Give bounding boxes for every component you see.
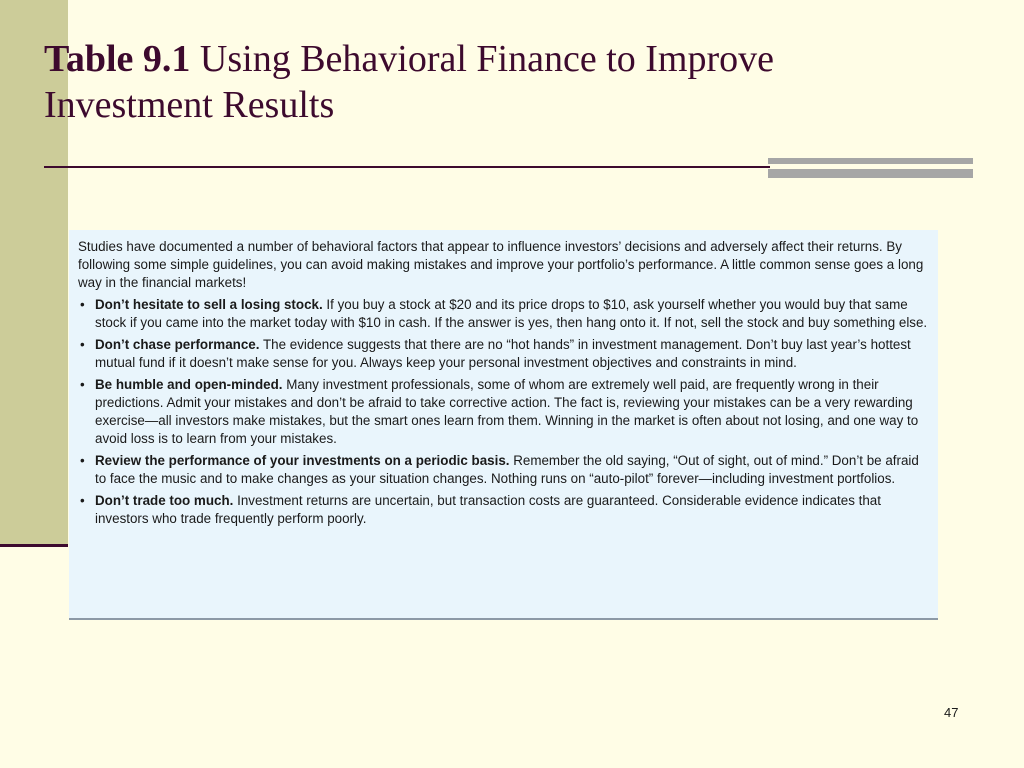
table-content-box — [69, 230, 938, 620]
accent-bar-top — [768, 158, 973, 164]
title-table-number: Table 9.1 — [44, 38, 191, 80]
guideline-item — [78, 296, 928, 332]
guideline-text: Remember the old saying, “Out of sight, out of mind.” Don’t be afraid to face the music and to make changes as your situation changes. Nothing runs on “auto-pilot” forever—including investment portfolios. — [95, 453, 919, 486]
left-accent-rule — [0, 544, 68, 547]
guideline-lead: Don’t hesitate to sell a losing stock. — [95, 297, 323, 312]
bullet-icon: • — [80, 453, 85, 468]
bullet-icon: • — [80, 493, 85, 508]
guideline-text: The evidence suggests that there are no “hot hands” in investment management. Don’t buy last year’s hottest mutual fund if it doesn’t make sense for you. Always keep your personal investment objectives and constraints in mind. — [95, 337, 911, 370]
bullet-icon: • — [80, 297, 85, 312]
guideline-item — [78, 492, 928, 528]
guideline-list — [78, 296, 928, 528]
guideline-item — [78, 376, 928, 448]
guideline-lead: Be humble and open-minded. — [95, 377, 283, 392]
guideline-lead: Don’t chase performance. — [95, 337, 260, 352]
bullet-icon: • — [80, 337, 85, 352]
bullet-icon: • — [80, 377, 85, 392]
guideline-item — [78, 336, 928, 372]
guideline-item — [78, 452, 928, 488]
page-number: 47 — [944, 705, 959, 720]
guideline-lead: Review the performance of your investments on a periodic basis. — [95, 453, 510, 468]
guideline-text: Investment returns are uncertain, but transaction costs are guaranteed. Considerable evidence indicates that investors who trade frequently perform poorly. — [95, 493, 881, 526]
table-intro: Studies have documented a number of behavioral factors that appear to influence investors’ decisions and adversely affect their returns. By following some simple guidelines, you can avoid making mistakes and improve your portfolio’s performance. A little common sense goes a long way in the financial markets! — [78, 239, 924, 290]
guideline-text: If you buy a stock at $20 and its price drops to $10, ask yourself whether you would buy that same stock if you came into the market today with $10 in cash. If the answer is yes, then hang onto it. If not, sell the stock and buy something else. — [95, 297, 928, 330]
accent-bar-bottom — [768, 169, 973, 178]
guideline-text: Many investment professionals, some of whom are extremely well paid, are frequently wrong in their predictions. Admit your mistakes and don’t be afraid to take corrective action. The fact is, reviewing your mistakes can be a very rewarding exercise—all investors make mistakes, but the smart ones learn from them. Winning in the market is often about not losing, and one way to avoid loss is to learn from your mistakes. — [95, 377, 919, 446]
title-text: Using Behavioral Finance to Improve Investment Results — [44, 38, 775, 126]
title-divider — [44, 166, 770, 168]
slide-title — [44, 36, 804, 128]
guideline-lead: Don’t trade too much. — [95, 493, 234, 508]
